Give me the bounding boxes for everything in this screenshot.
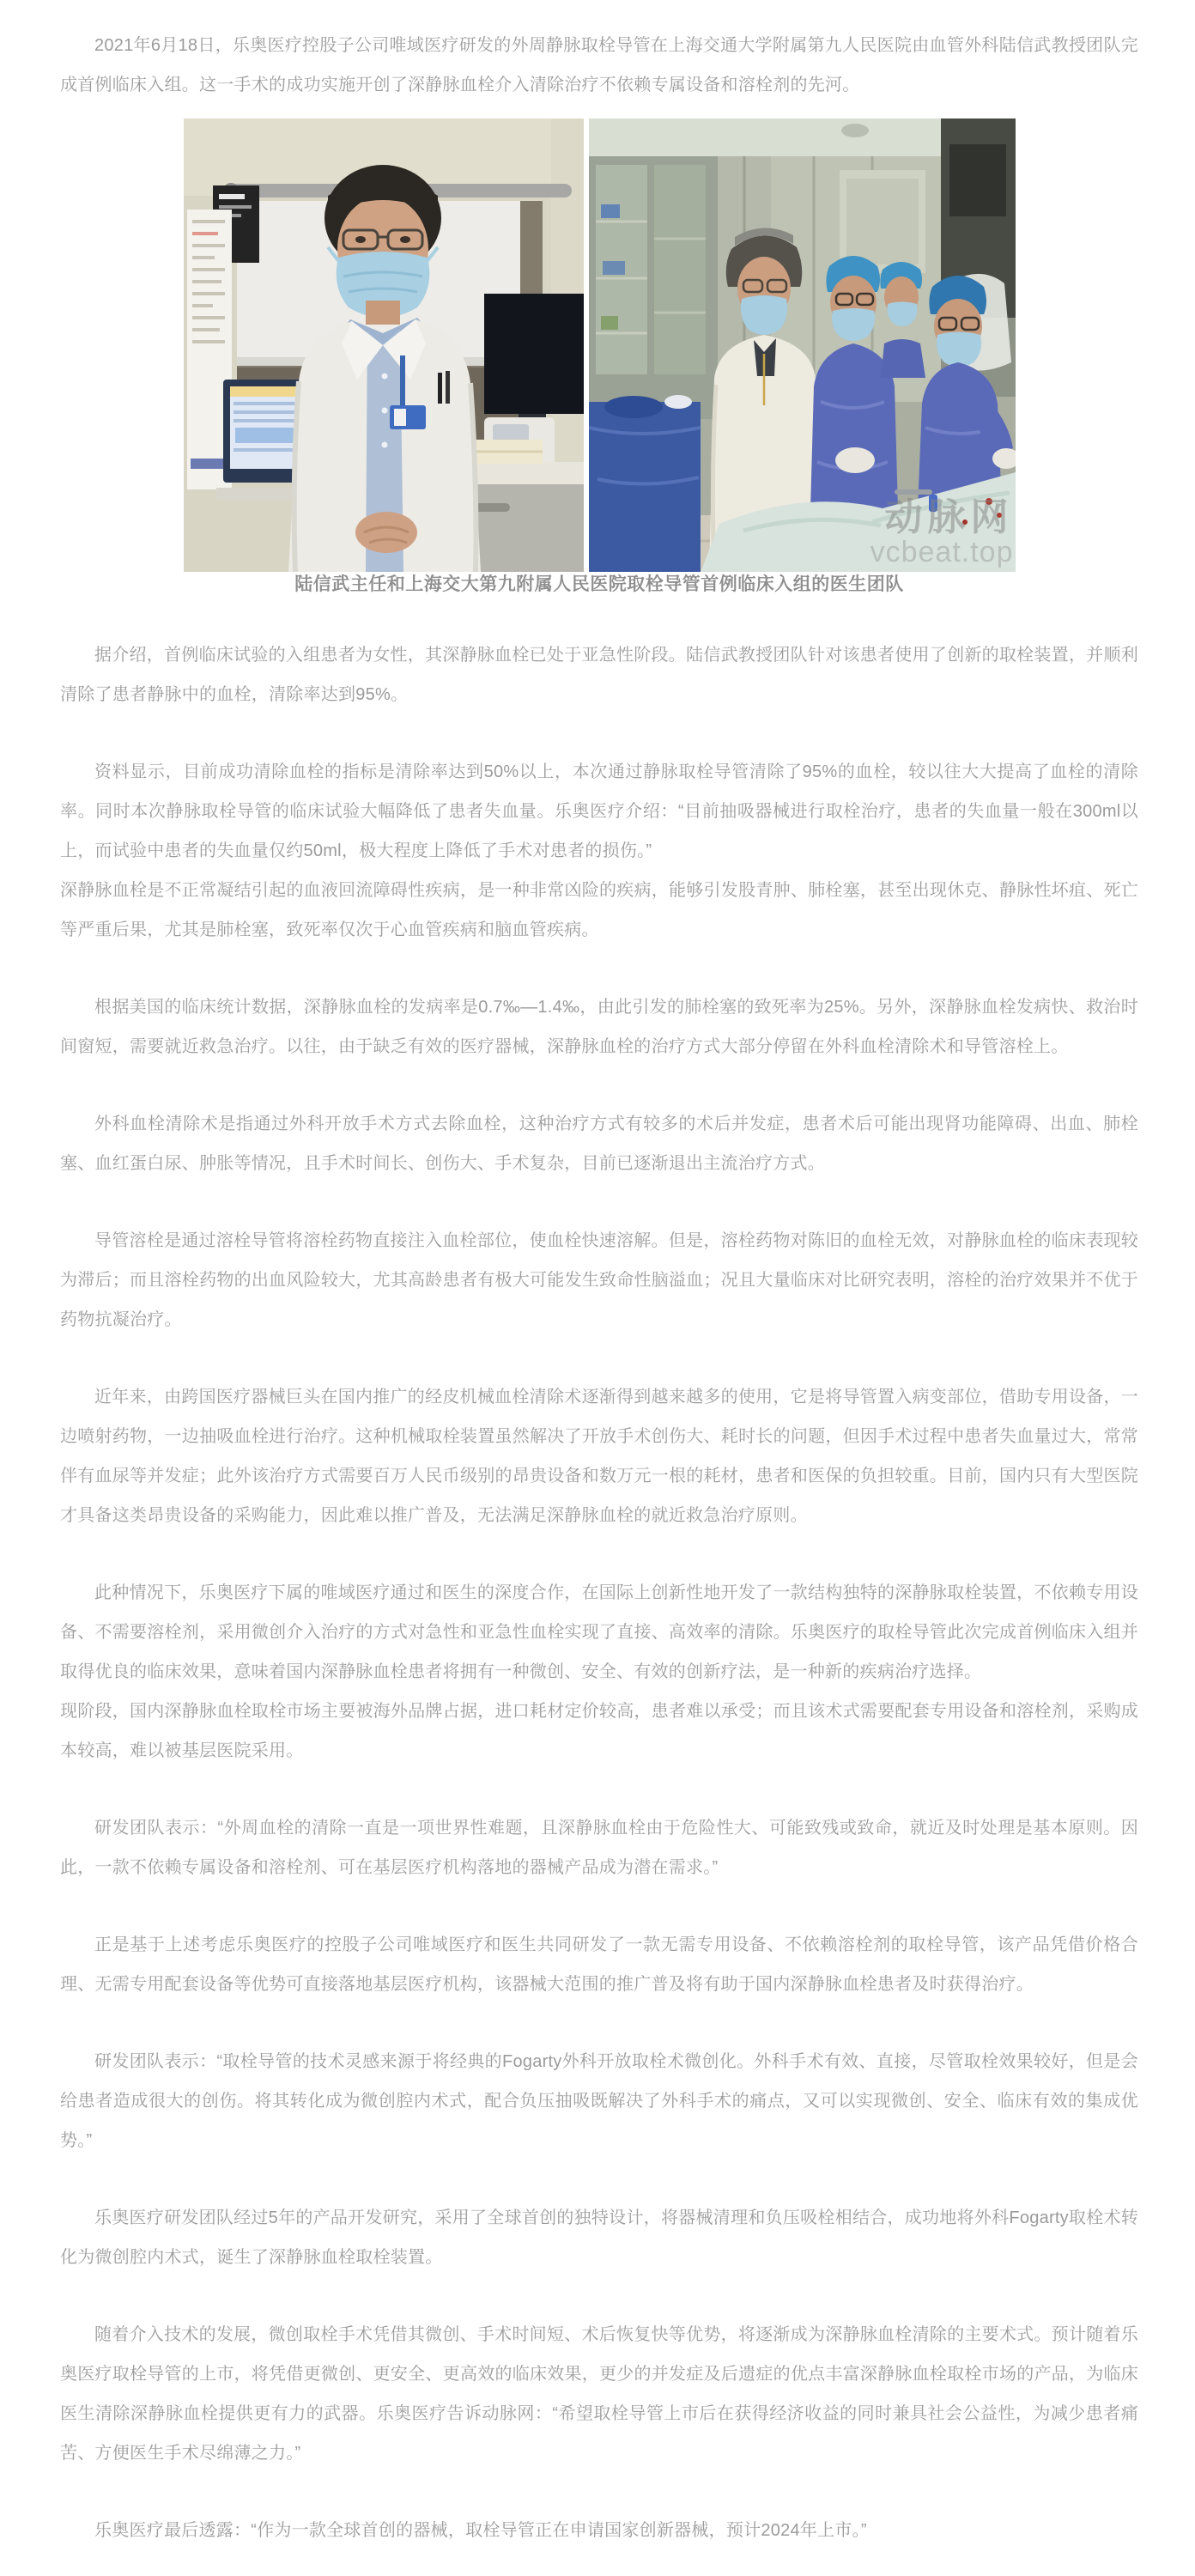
paragraph: 随着介入技术的发展，微创取栓手术凭借其微创、手术时间短、术后恢复快等优势，将逐渐成为深静脉血栓清除的主要术式。预计随着乐奥医疗取栓导管的上市，将凭借更微创、更安全、更高效的临床效果，更少的并发症及后遗症的优点丰富深静脉血栓取栓市场的产品，为临床医生清除深静脉血栓提供更有力的武器。乐奥医疗告诉动脉网：“希望取栓导管上市后在获得经济收益的同时兼具社会公益性，为减少患者痛苦、方便医生手术尽绵薄之力。” <box>60 2325 1138 2463</box>
paragraph: 根据美国的临床统计数据，深静脉血栓的发病率是0.7‰—1.4‰，由此引发的肺栓塞的致死率为25%。另外，深静脉血栓发病快、救治时间窗短，需要就近救急治疗。以往，由于缺乏有效的医疗器械，深静脉血栓的治疗方式大部分停留在外科血栓清除术和导管溶栓上。 <box>60 998 1138 1056</box>
vcbeat-logo-icon: 动脉网 <box>884 496 1014 539</box>
paragraph: 乐奥医疗最后透露：“作为一款全球首创的器械，取栓导管正在申请国家创新器械，预计2024年上市。” <box>94 2521 867 2540</box>
paragraph: 近年来，由跨国医疗器械巨头在国内推广的经皮机械血栓清除术逐渐得到越来越多的使用，它是将导管置入病变部位，借助专用设备，一边喷射药物，一边抽吸血栓进行治疗。这种机械取栓装置虽然解决了开放手术创伤大、耗时长的问题，但因手术过程中患者失血量过大，常常伴有血尿等并发症；此外该治疗方式需要百万人民币级别的昂贵设备和数万元一根的耗材，患者和医保的负担较重。目前，国内只有大型医院才具备这类昂贵设备的采购能力，因此难以推广普及，无法满足深静脉血栓的就近救急治疗原则。 <box>60 1388 1138 1525</box>
paragraph: 资料显示，目前成功清除血栓的指标是清除率达到50%以上，本次通过静脉取栓导管清除了95%的血栓，较以往大大提高了血栓的清除率。同时本次静脉取栓导管的临床试验大幅降低了患者失血量。乐奥医疗介绍：“目前抽吸器械进行取栓治疗，患者的失血量一般在300ml以上，而试验中患者的失血量仅约50ml，极大程度上降低了手术对患者的损伤。” <box>60 762 1138 860</box>
paragraph: 正是基于上述考虑乐奥医疗的控股子公司唯域医疗和医生共同研发了一款无需专用设备、不依赖溶栓剂的取栓导管，该产品凭借价格合理、无需专用配套设备等优势可直接落地基层医疗机构，该器械大范围的推广普及将有助于国内深静脉血栓患者及时获得治疗。 <box>60 1935 1138 1994</box>
paragraph: 外科血栓清除术是指通过外科开放手术方式去除血栓，这种治疗方式有较多的术后并发症，患者术后可能出现肾功能障碍、出血、肺栓塞、血红蛋白尿、肿胀等情况，且手术时间长、创伤大、手术复杂，目前已逐渐退出主流治疗方式。 <box>60 1115 1138 1173</box>
paragraph-intro: 2021年6月18日，乐奥医疗控股子公司唯域医疗研发的外周静脉取栓导管在上海交通大学附属第九人民医院由血管外科陆信武教授团队完成首例临床入组。这一手术的成功实施开创了深静脉血栓介入清除治疗不依赖专属设备和溶栓剂的先河。 <box>60 36 1138 94</box>
paragraph: 导管溶栓是通过溶栓导管将溶栓药物直接注入血栓部位，使血栓快速溶解。但是，溶栓药物对陈旧的血栓无效，对静脉血栓的临床表现较为滞后；而且溶栓药物的出血风险较大，尤其高龄患者有极大可能发生致命性脑溢血；况且大量临床对比研究表明，溶栓的治疗效果并不优于药物抗凝治疗。 <box>60 1231 1138 1329</box>
paragraph: 此种情况下，乐奥医疗下属的唯域医疗通过和医生的深度合作，在国际上创新性地开发了一款结构独特的深静脉取栓装置，不依赖专用设备、不需要溶栓剂，采用微创介入治疗的方式对急性和亚急性血栓实现了直接、高效率的清除。乐奥医疗的取栓导管此次完成首例临床入组并取得优良的临床效果，意味着国内深静脉血栓患者将拥有一种微创、安全、有效的创新疗法，是一种新的疾病治疗选择。 <box>60 1583 1138 1681</box>
photo-left-doctor <box>184 118 584 572</box>
photo-right-team <box>589 118 1016 572</box>
paragraph: 研发团队表示：“外周血栓的清除一直是一项世界性难题，且深静脉血栓由于危险性大、可能致残或致命，就近及时处理是基本原则。因此，一款不依赖专属设备和溶栓剂、可在基层医疗机构落地的器械产品成为潜在需求。” <box>60 1819 1138 1877</box>
photo-left-doctor-illustration <box>184 118 584 572</box>
paragraph: 研发团队表示：“取栓导管的技术灵感来源于将经典的Fogarty外科开放取栓术微创化。外科手术有效、直接，尽管取栓效果较好，但是会给患者造成很大的创伤。将其转化成为微创腔内术式，配合负压抽吸既解决了外科手术的痛点，又可以实现微创、安全、临床有效的集成优势。” <box>60 2052 1138 2150</box>
photo-right-team-illustration <box>589 118 1016 572</box>
paragraph: 据介绍，首例临床试验的入组患者为女性，其深静脉血栓已处于亚急性阶段。陆信武教授团队针对该患者使用了创新的取栓装置，并顺利清除了患者静脉中的血栓，清除率达到95%。 <box>60 646 1138 704</box>
paragraph: 乐奥医疗研发团队经过5年的产品开发研究，采用了全球首创的独特设计，将器械清理和负压吸栓相结合，成功地将外科Fogarty取栓术转化为微创腔内术式，诞生了深静脉血栓取栓装置。 <box>60 2208 1138 2267</box>
photo-row <box>60 118 1138 572</box>
photo-caption: 陆信武主任和上海交大第九附属人民医院取栓导管首例临床入组的医生团队 <box>294 574 904 594</box>
paragraph: 现阶段，国内深静脉血栓取栓市场主要被海外品牌占据，进口耗材定价较高，患者难以承受；而且该术式需要配套专用设备和溶栓剂，采购成本较高，难以被基层医院采用。 <box>60 1702 1138 1760</box>
paragraph: 深静脉血栓是不正常凝结引起的血液回流障碍性疾病，是一种非常凶险的疾病，能够引发股青肿、肺栓塞，甚至出现休克、静脉性坏疽、死亡等严重后果，尤其是肺栓塞，致死率仅次于心血管疾病和脑血管疾病。 <box>60 881 1138 939</box>
vcbeat-domain-text: vcbeat.top <box>870 536 1014 569</box>
